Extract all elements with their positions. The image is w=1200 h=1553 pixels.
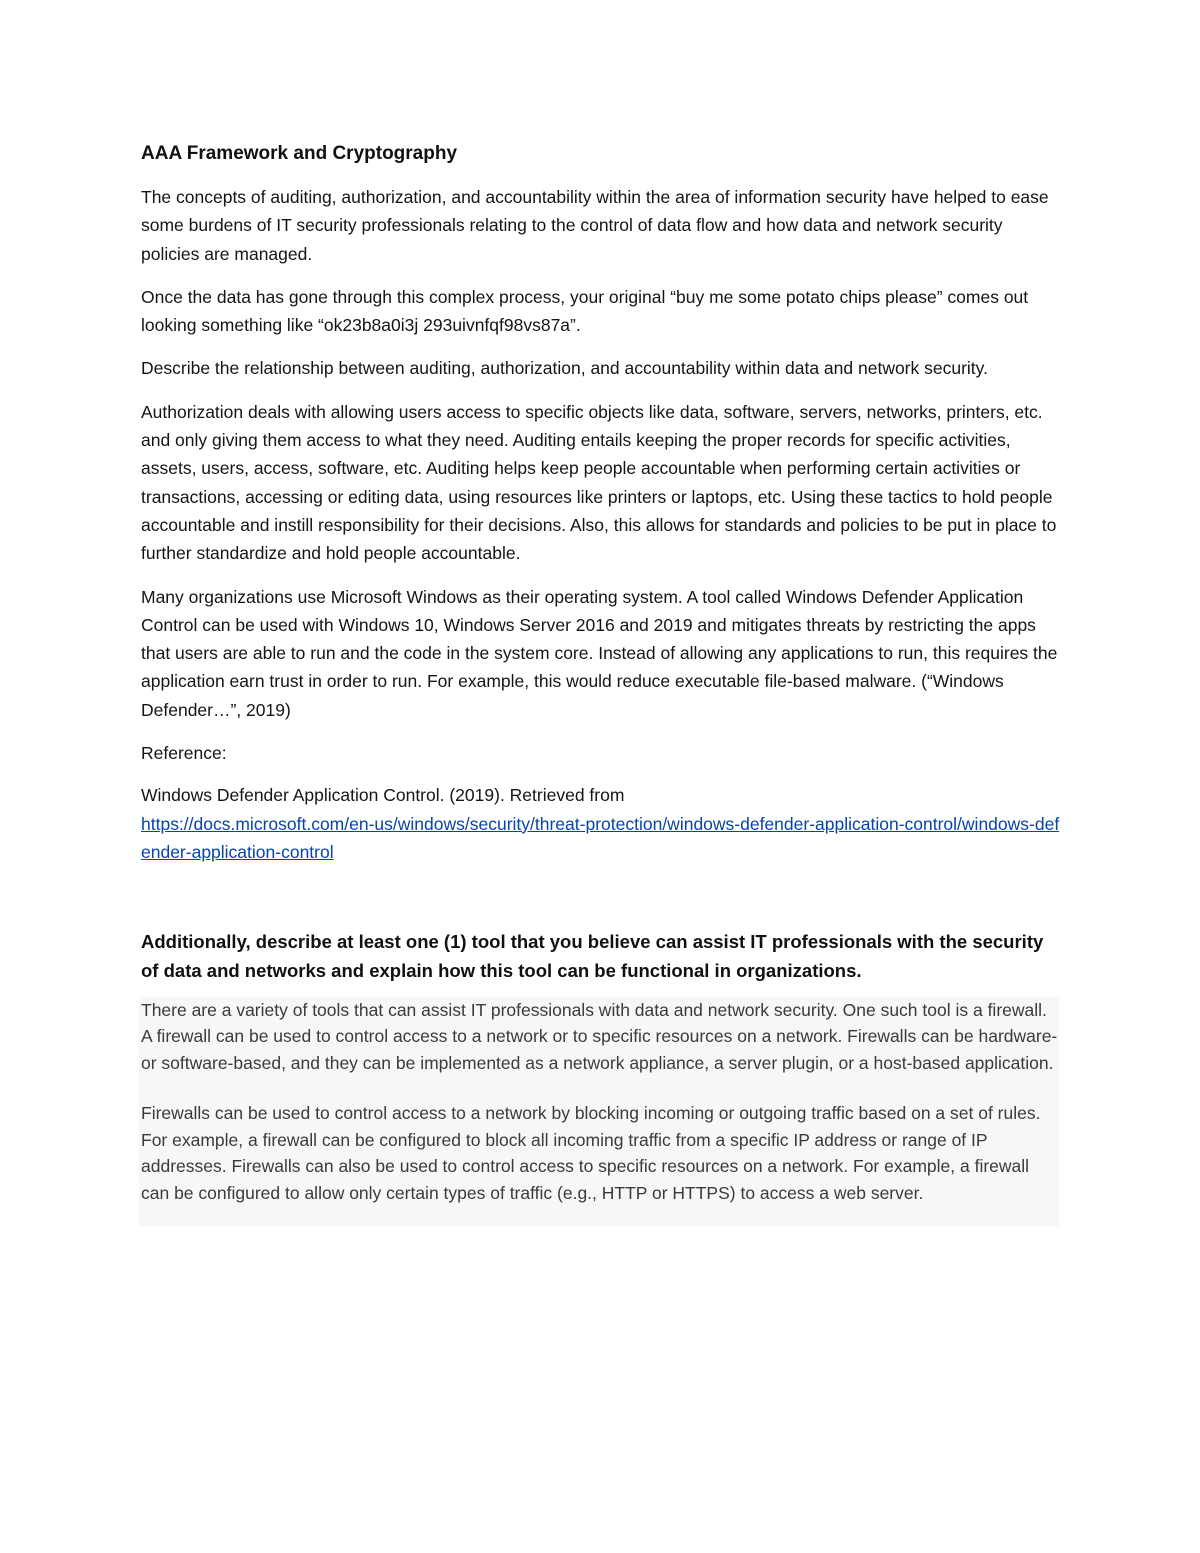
authorization-paragraph: Authorization deals with allowing users access to specific objects like data, software, servers, networks, printers, etc. and only giving them access to what they need. Auditing entails keeping the proper records for specific activities, assets, users, access, software, etc. Auditing helps keep people accountable when performing certain activities or transactions, accessing or editing data, using resources like printers or laptops, etc. Using these tactics to hold people accountable and instill responsibility for their decisions. Also, this allows for standards and policies to be put in place to further standardize and hold people accountable.	[141, 401, 1057, 564]
prompt-paragraph: Describe the relationship between auditing, authorization, and accountability within data and network security.	[141, 358, 988, 379]
answer-block	[139, 997, 1059, 1227]
reference-text: Windows Defender Application Control. (2019). Retrieved from	[141, 785, 625, 806]
intro-paragraph: The concepts of auditing, authorization, and accountability within the area of information security have helped to ease some burdens of IT security professionals relating to the control of data flow and how data and network security policies are managed.	[141, 187, 1049, 264]
answer-paragraph: Firewalls can be used to control access to a network by blocking incoming or outgoing traffic based on a set of rules. For example, a firewall can be configured to block all incoming traffic from a specific IP address or range of IP addresses. Firewalls can also be used to control access to specific resources on a network. For example, a firewall can be configured to allow only certain types of traffic (e.g., HTTP or HTTPS) to access a web server.	[141, 1103, 1041, 1203]
document-page	[141, 140, 1061, 1226]
answer-paragraph: There are a variety of tools that can assist IT professionals with data and network security. One such tool is a firewall. A firewall can be used to control access to a network or to specific resources on a network. Firewalls can be hardware- or software-based, and they can be implemented as a network appliance, a server plugin, or a host-based application.	[141, 999, 1058, 1073]
reference-link[interactable]: https://docs.microsoft.com/en-us/windows/security/threat-protection/windows-defender-application-control/windows-defender-application-control	[141, 813, 1060, 862]
document-title: AAA Framework and Cryptography	[141, 143, 458, 164]
encryption-example-paragraph: Once the data has gone through this complex process, your original “buy me some potato chips please” comes out looking something like “ok23b8a0i3j 293uivnfqf98vs87a”.	[141, 286, 1029, 336]
reference-label: Reference:	[141, 743, 227, 764]
question-heading: Additionally, describe at least one (1) tool that you believe can assist IT professionals with the security of data and networks and explain how this tool can be functional in organizations.	[141, 931, 1044, 981]
reference-entry	[141, 781, 1061, 866]
windows-defender-paragraph: Many organizations use Microsoft Windows as their operating system. A tool called Windows Defender Application Control can be used with Windows 10, Windows Server 2016 and 2019 and mitigates threats by restricting the apps that users are able to run and the code in the system core. Instead of allowing any applications to run, this requires the application earn trust in order to run. For example, this would reduce executable file-based malware. (“Windows Defender…”, 2019)	[141, 586, 1058, 720]
